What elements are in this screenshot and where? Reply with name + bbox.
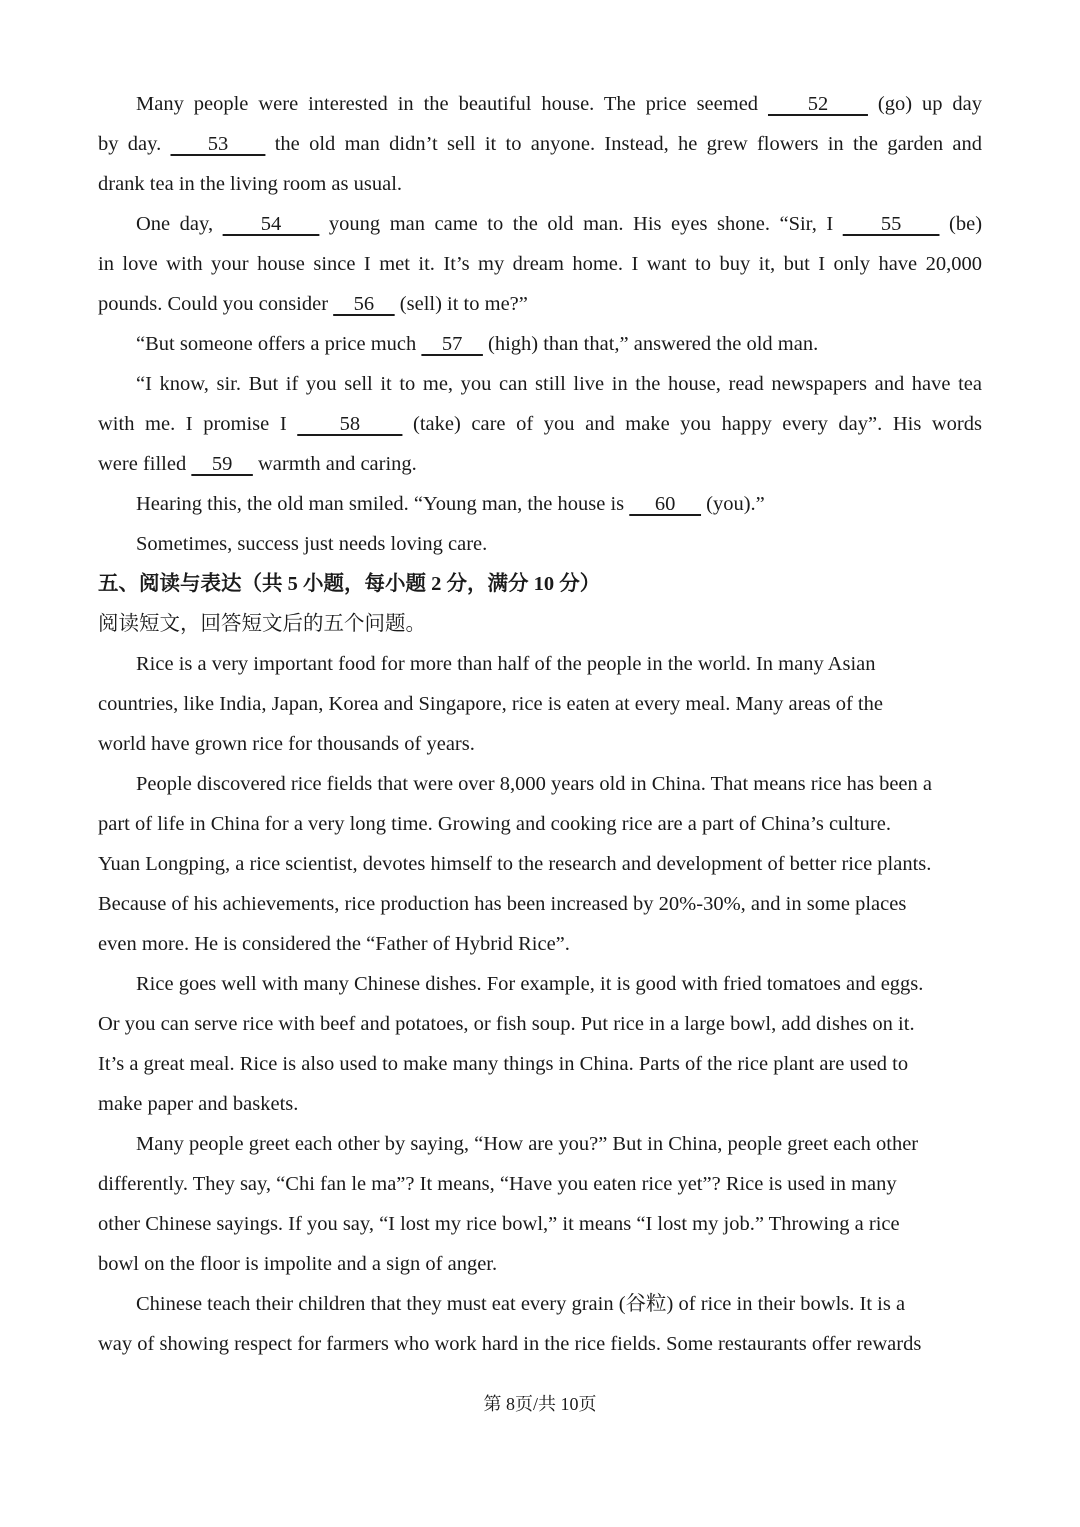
answer-blank-54[interactable]: 54 xyxy=(222,213,320,235)
passage-line: Many people greet each other by saying, “How are you?” But in China, people greet each other xyxy=(136,1133,919,1155)
passage-line: Or you can serve rice with beef and potatoes, or fish soup. Put rice in a large bowl, add dishes on it. xyxy=(98,1013,915,1035)
passage-line: way of showing respect for farmers who work hard in the rice fields. Some restaurants offer rewards xyxy=(98,1333,922,1355)
cloze-line: in love with your house since I met it. It’s my dream home. I want to buy it, but I only have 20,000 xyxy=(98,253,982,275)
cloze-line: “I know, sir. But if you sell it to me, you can still live in the house, read newspapers and have tea xyxy=(136,373,982,395)
answer-blank-55[interactable]: 55 xyxy=(842,213,940,235)
cloze-line: with me. I promise I 58 (take) care of you and make you happy every day”. His words xyxy=(98,413,982,435)
cloze-line: “But someone offers a price much 57 (high) than that,” answered the old man. xyxy=(136,333,819,355)
section-heading: 五、阅读与表达（共 5 小题，每小题 2 分，满分 10 分） xyxy=(98,573,601,595)
passage-line: even more. He is considered the “Father of Hybrid Rice”. xyxy=(98,933,570,955)
answer-blank-60[interactable]: 60 xyxy=(629,493,702,515)
cloze-line: by day. 53 the old man didn’t sell it to anyone. Instead, he grew flowers in the garden and xyxy=(98,133,982,155)
passage-line: world have grown rice for thousands of years. xyxy=(98,733,475,755)
answer-blank-58[interactable]: 58 xyxy=(297,413,403,435)
passage-line: Because of his achievements, rice production has been increased by 20%-30%, and in some places xyxy=(98,893,907,915)
cloze-line: Hearing this, the old man smiled. “Young man, the house is 60 (you).” xyxy=(136,493,765,515)
answer-blank-56[interactable]: 56 xyxy=(333,293,395,315)
page-number: 第 8页/共 10页 xyxy=(483,1394,597,1414)
cloze-line: pounds. Could you consider 56 (sell) it to me?” xyxy=(98,293,528,315)
passage-line: other Chinese sayings. If you say, “I lost my rice bowl,” it means “I lost my job.” Throwing a rice xyxy=(98,1213,900,1235)
cloze-line: Many people were interested in the beautiful house. The price seemed 52 (go) up day xyxy=(136,93,983,115)
cloze-line: were filled 59 warmth and caring. xyxy=(98,453,417,475)
cloze-line: One day, 54 young man came to the old man. His eyes shone. “Sir, I 55 (be) xyxy=(136,213,983,235)
passage-line: bowl on the floor is impolite and a sign of anger. xyxy=(98,1253,498,1275)
passage-line: Rice is a very important food for more than half of the people in the world. In many Asian xyxy=(136,653,876,675)
passage-line: It’s a great meal. Rice is also used to make many things in China. Parts of the rice plant are used to xyxy=(98,1053,909,1075)
answer-blank-52[interactable]: 52 xyxy=(767,93,868,115)
passage-line: differently. They say, “Chi fan le ma”? It means, “Have you eaten rice yet”? Rice is used in many xyxy=(98,1173,897,1195)
section-instruction: 阅读短文，回答短文后的五个问题。 xyxy=(98,613,426,635)
passage-line: countries, like India, Japan, Korea and Singapore, rice is eaten at every meal. Many areas of the xyxy=(98,693,883,715)
passage-line: part of life in China for a very long time. Growing and cooking rice are a part of China’s culture. xyxy=(98,813,891,835)
cloze-line: drank tea in the living room as usual. xyxy=(98,173,403,195)
passage-line: Chinese teach their children that they must eat every grain (谷粒) of rice in their bowls. It is a xyxy=(136,1293,906,1315)
passage-line: People discovered rice fields that were over 8,000 years old in China. That means rice has been a xyxy=(136,773,932,795)
passage-line: make paper and baskets. xyxy=(98,1093,299,1115)
answer-blank-57[interactable]: 57 xyxy=(421,333,483,355)
passage-line: Yuan Longping, a rice scientist, devotes himself to the research and development of better rice plants. xyxy=(98,853,932,875)
exam-page xyxy=(98,84,982,1364)
answer-blank-59[interactable]: 59 xyxy=(191,453,253,475)
passage-line: Rice goes well with many Chinese dishes. For example, it is good with fried tomatoes and eggs. xyxy=(136,973,924,995)
cloze-line: Sometimes, success just needs loving care. xyxy=(136,533,488,555)
answer-blank-53[interactable]: 53 xyxy=(170,133,266,155)
